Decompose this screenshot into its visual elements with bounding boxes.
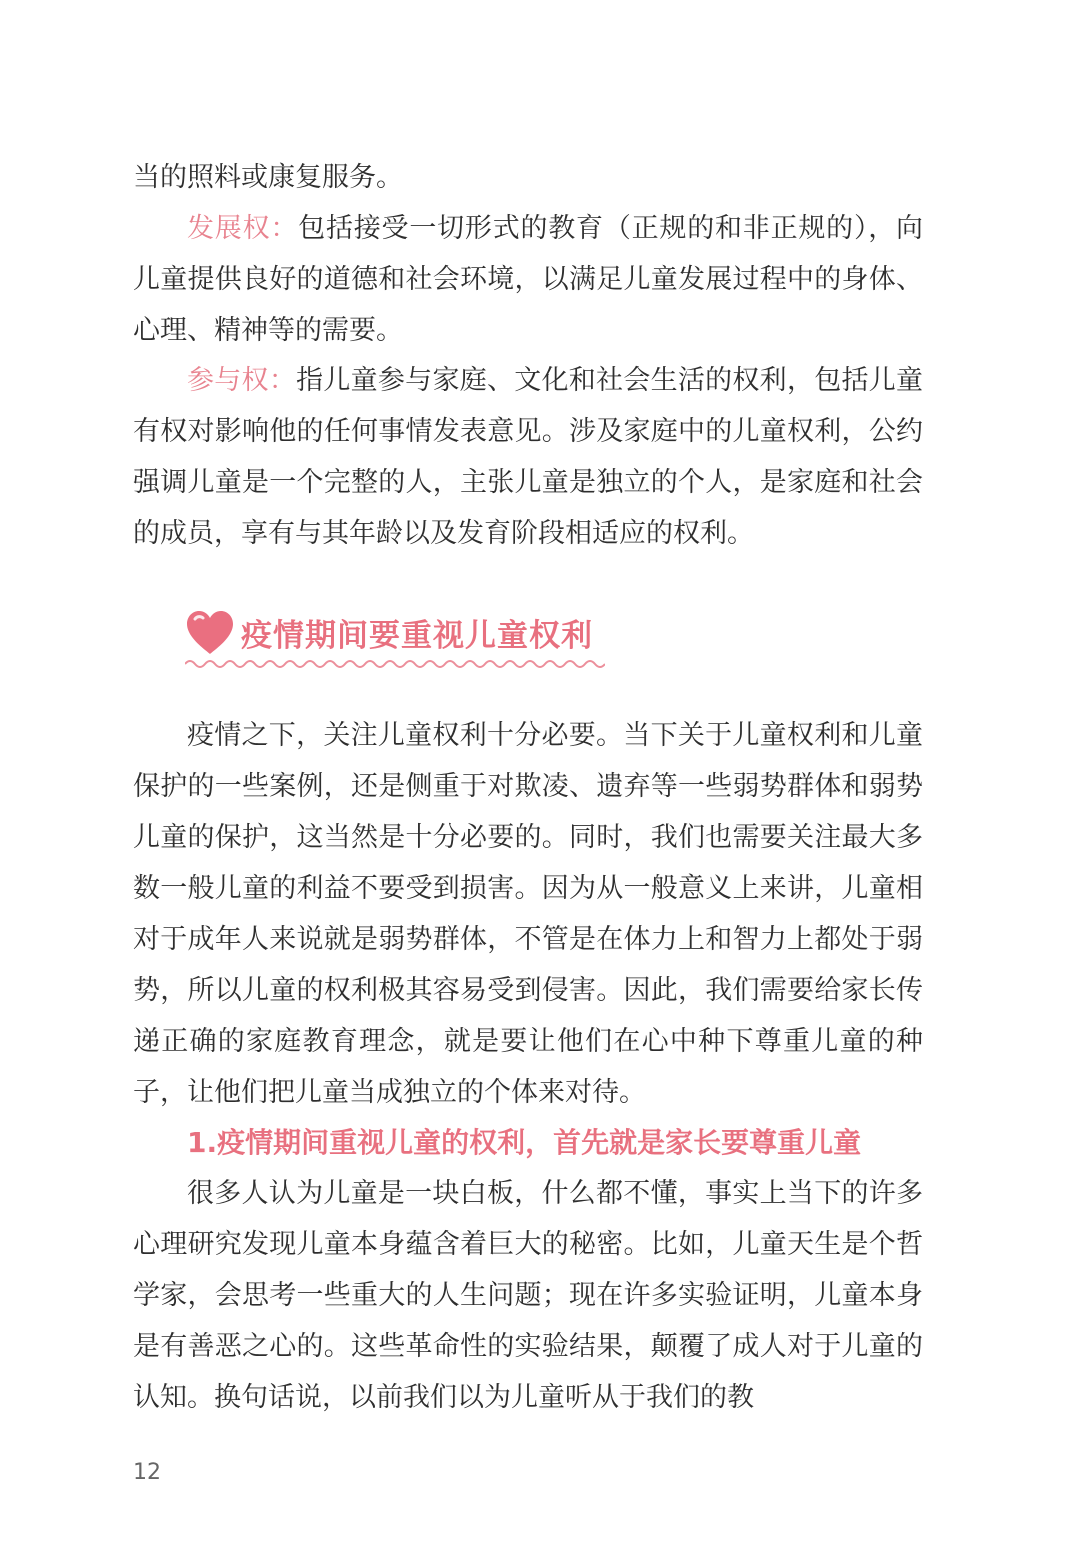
paragraph-text: 疫情之下，关注儿童权利十分必要。当下关于儿童权利和儿童保护的一些案例，还是侧重于对欺凌、遗弃等一些弱势群体和弱势儿童的保护，这当然是十分必要的。同时，我们也需要关注最大多数一般儿童的利益不要受到损害。因为从一般意义上来讲，儿童相对于成年人来说就是弱势群体，不管是在体力上和智力上都处于弱势，所以儿童的权利极其容易受到侵害。因此，我们需要给家长传递正确的家庭教育理念，就是要让他们在心中种下尊重儿童的种子，让他们把儿童当成独立的个体来对待。 — [133, 720, 923, 1108]
paragraph-development-right — [133, 203, 923, 356]
page-number: 12 — [133, 1460, 161, 1485]
paragraph-epidemic-rights — [133, 710, 923, 1118]
term-separator: ： — [270, 213, 299, 244]
paragraph-care-continuation — [133, 152, 923, 203]
heart-icon — [185, 610, 235, 656]
paragraph-text: 指儿童参与家庭、文化和社会生活的权利，包括儿童有权对影响他的任何事情发表意见。涉及家庭中的儿童权利，公约强调儿童是一个完整的人，主张儿童是独立的个人，是家庭和社会的成员，享有与其年龄以及发育阶段相适应的权利。 — [133, 365, 924, 549]
term-development-right: 发展权 — [187, 213, 271, 244]
section-title: 疫情期间要重视儿童权利 — [241, 618, 593, 654]
paragraph-participation-right — [133, 355, 923, 559]
paragraph-blank-slate — [133, 1168, 923, 1423]
paragraph-text: 当的照料或康复服务。 — [133, 162, 403, 193]
term-separator: ： — [268, 365, 297, 396]
wavy-underline — [185, 658, 605, 670]
paragraph-text: 包括接受一切形式的教育（正规的和非正规的），向儿童提供良好的道德和社会环境，以满足儿童发展过程中的身体、心理、精神等的需要。 — [133, 213, 924, 346]
paragraph-text: 很多人认为儿童是一块白板，什么都不懂，事实上当下的许多心理研究发现儿童本身蕴含着巨大的秘密。比如，儿童天生是个哲学家，会思考一些重大的人生问题；现在许多实验证明，儿童本身是有善恶之心的。这些革命性的实验结果，颠覆了成人对于儿童的认知。换句话说，以前我们以为儿童听从于我们的教 — [133, 1178, 923, 1413]
term-participation-right: 参与权 — [187, 365, 269, 396]
subheading: 1.疫情期间重视儿童的权利，首先就是家长要尊重儿童 — [187, 1126, 862, 1159]
